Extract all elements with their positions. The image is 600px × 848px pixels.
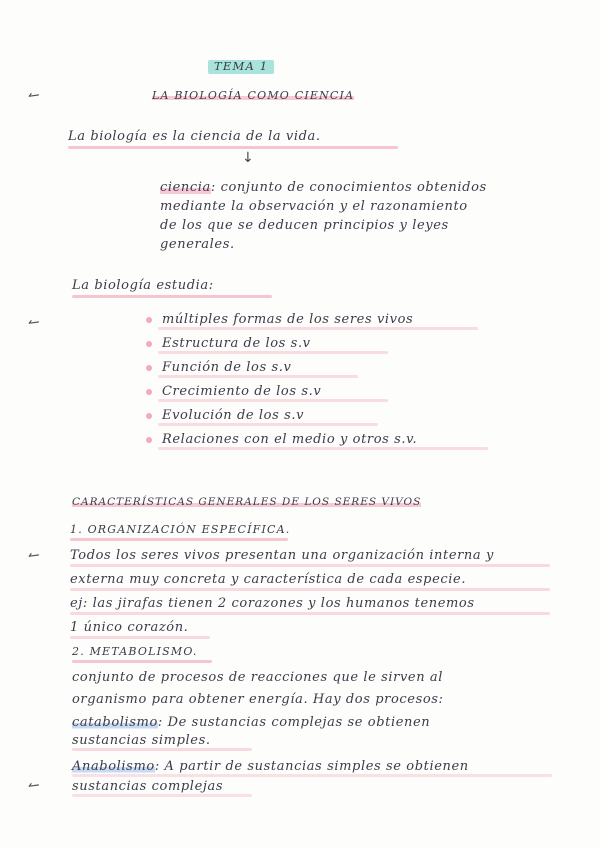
bullet-icon — [146, 413, 152, 419]
section2-line-1: conjunto de procesos de reacciones que le sirven al — [72, 670, 444, 685]
tema-label: TEMA 1 — [208, 60, 274, 74]
line-underline — [70, 564, 550, 567]
section1-line-3: ej: las jirafas tienen 2 corazones y los humanos tenemos — [70, 596, 475, 611]
biology-definition: La biología es la ciencia de la vida. — [68, 129, 321, 144]
item-underline — [158, 351, 388, 354]
page-title: LA BIOLOGÍA COMO CIENCIA — [152, 89, 355, 102]
section2-underline — [72, 660, 212, 663]
list-item — [146, 313, 413, 326]
line-underline — [72, 774, 552, 777]
section1-underline — [70, 538, 288, 541]
studies-underline — [72, 295, 272, 298]
section1-line-2: externa muy concreta y característica de cada especie. — [70, 572, 467, 587]
ciencia-line-1-text: : conjunto de conocimientos obtenidos — [210, 180, 487, 195]
ciencia-line-2: mediante la observación y el razonamiento — [160, 199, 468, 214]
line-underline — [70, 636, 210, 639]
bullet-icon — [146, 341, 152, 347]
section1-line-1: Todos los seres vivos presentan una organización interna y — [70, 548, 494, 563]
anabolismo-line-1-text: : A partir de sustancias simples se obtienen — [154, 759, 469, 774]
bullet-icon — [146, 437, 152, 443]
definition-underline — [68, 146, 398, 149]
list-item-text: múltiples formas de los seres vivos — [162, 312, 414, 327]
line-underline — [72, 794, 252, 797]
item-underline — [158, 375, 358, 378]
ciencia-line-1 — [160, 181, 487, 194]
list-item-text: Relaciones con el medio y otros s.v. — [162, 432, 418, 447]
list-item-text: Estructura de los s.v — [162, 336, 311, 351]
list-item — [146, 337, 311, 350]
anabolismo-term: Anabolismo — [72, 759, 155, 774]
list-item — [146, 433, 417, 446]
list-item-text: Evolución de los s.v — [162, 408, 305, 423]
list-item — [146, 385, 321, 398]
ciencia-line-4: generales. — [160, 237, 235, 252]
anabolismo-line-2: sustancias complejas — [72, 779, 224, 794]
list-item — [146, 409, 304, 422]
section1-line-4: 1 único corazón. — [70, 620, 189, 635]
catabolismo-line-1 — [72, 716, 430, 729]
margin-mark: ↼ — [26, 314, 41, 332]
section2-title: 2. METABOLISMO. — [72, 645, 198, 658]
item-underline — [158, 399, 388, 402]
line-underline — [70, 612, 550, 615]
item-underline — [158, 327, 478, 330]
list-item — [146, 361, 291, 374]
item-underline — [158, 447, 488, 450]
line-underline — [72, 748, 252, 751]
list-item-text: Función de los s.v — [162, 360, 292, 375]
studies-heading: La biología estudia: — [72, 278, 214, 293]
bullet-icon — [146, 389, 152, 395]
margin-mark: ↼ — [26, 547, 41, 565]
down-arrow-icon: ↓ — [242, 150, 254, 166]
section2-line-2: organismo para obtener energía. Hay dos procesos: — [72, 692, 444, 707]
anabolismo-line-1 — [72, 760, 469, 773]
catabolismo-line-2: sustancias simples. — [72, 733, 211, 748]
margin-mark: ↼ — [26, 87, 41, 105]
catabolismo-line-1-text: : De sustancias complejas se obtienen — [157, 715, 431, 730]
catabolismo-term: catabolismo — [72, 715, 158, 730]
line-underline — [70, 588, 550, 591]
list-item-text: Crecimiento de los s.v — [162, 384, 322, 399]
margin-mark: ↼ — [26, 777, 41, 795]
ciencia-line-3: de los que se deducen principios y leyes — [160, 218, 449, 233]
item-underline — [158, 423, 378, 426]
characteristics-heading: CARACTERÍSTICAS GENERALES DE LOS SERES VIVOS — [72, 496, 422, 508]
bullet-icon — [146, 317, 152, 323]
bullet-icon — [146, 365, 152, 371]
section1-title: 1. ORGANIZACIÓN ESPECÍFICA. — [70, 523, 291, 536]
ciencia-term: ciencia — [160, 180, 211, 195]
